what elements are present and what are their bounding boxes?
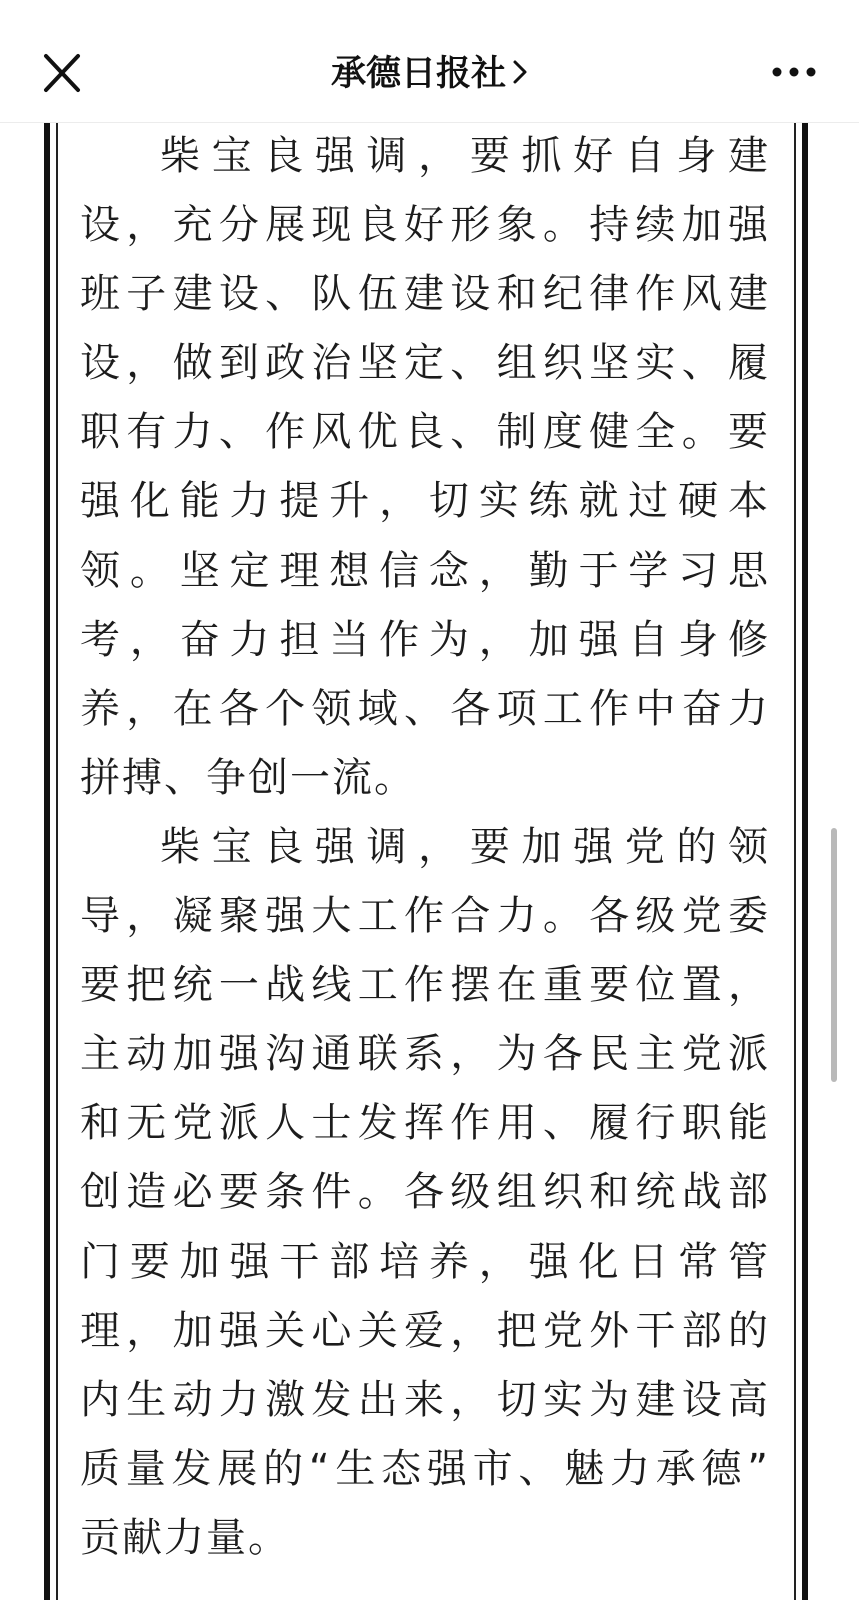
text-line: 要把统一战线工作摆在重要位置， [80, 962, 770, 1009]
top-navigation-bar [0, 0, 859, 123]
text-line: 设，充分展现良好形象。持续加强 [80, 202, 770, 249]
text-line: 贡献力量。 [80, 1514, 290, 1561]
text-line: 养，在各个领域、各项工作中奋力 [80, 685, 770, 732]
paragraph-1 [80, 122, 770, 813]
frame-border-inner-right [794, 122, 796, 1600]
more-button[interactable] [769, 58, 819, 92]
text-line: 质量发展的“生态强市、魅力承德” [80, 1445, 770, 1492]
text-line: 职有力、作风优良、制度健全。要 [80, 409, 770, 456]
more-icon [769, 58, 819, 88]
text-line: 设，做到政治坚定、组织坚实、履 [80, 340, 770, 387]
text-line: 创造必要条件。各级组织和统战部 [80, 1169, 770, 1216]
text-line: 班子建设、队伍建设和纪律作风建 [80, 271, 770, 318]
text-line: 门要加强干部培养，强化日常管 [80, 1238, 770, 1285]
text-line: 导，凝聚强大工作合力。各级党委 [80, 893, 770, 940]
frame-border-outer-right [802, 122, 808, 1600]
vertical-scrollbar[interactable] [831, 828, 837, 1082]
page-title: 承德日报社 [330, 54, 506, 94]
text-line: 柴宝良强调，要抓好自身建 [160, 133, 770, 179]
chevron-right-icon [512, 59, 528, 85]
text-line: 拼搏、争创一流。 [80, 754, 416, 801]
article-frame[interactable] [44, 122, 808, 1600]
text-line: 考，奋力担当作为，加强自身修 [80, 616, 770, 663]
account-title-link[interactable] [0, 52, 859, 96]
frame-border-outer-left [44, 122, 50, 1600]
text-line: 领。坚定理想信念，勤于学习思 [80, 547, 770, 594]
frame-border-inner-left [56, 122, 58, 1600]
article-body [80, 122, 770, 1573]
paragraph-2 [80, 813, 770, 1573]
text-line: 理，加强关心关爱，把党外干部的 [80, 1307, 770, 1354]
text-line: 主动加强沟通联系，为各民主党派 [80, 1031, 770, 1078]
text-line: 和无党派人士发挥作用、履行职能 [80, 1100, 770, 1147]
text-line: 柴宝良强调，要加强党的领 [160, 823, 770, 870]
text-line: 强化能力提升，切实练就过硬本 [80, 478, 770, 525]
text-line: 内生动力激发出来，切实为建设高 [80, 1376, 770, 1423]
